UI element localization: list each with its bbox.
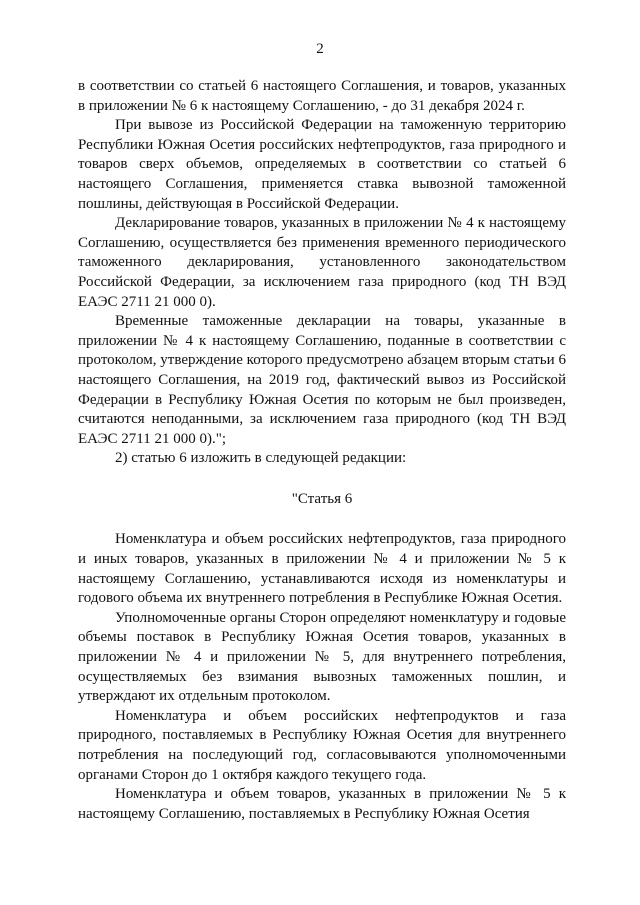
paragraph-amendment-item: 2) статью 6 изложить в следующей редакции: (115, 450, 407, 467)
paragraph-declaration: Декларирование товаров, указанных в приложении № 4 к настоящему Соглашению, осуществляется без применения временного периодического таможенного декларирования, установленного законодательством Российской Федерации, за исключением газа природного (код ТН ВЭД ЕАЭС 2711 21 000 0). (78, 215, 566, 310)
paragraph-annual-agreement: Номенклатура и объем российских нефтепродуктов и газа природного, поставляемых в Республику Южная Осетия для внутреннего потребления на последующий год, согласовываются уполномоченными органами Сторон до 1 октября каждого текущего года. (78, 707, 566, 783)
paragraph-nomenclature: Номенклатура и объем российских нефтепродуктов, газа природного и иных товаров, указанных в приложении № 4 и приложении № 5 к настоящему Соглашению, устанавливаются исходя из номенклатуры и годового объема их внутреннего потребления в Республике Южная Осетия. (78, 531, 566, 607)
document-body (78, 77, 566, 824)
page-number: 2 (316, 41, 324, 57)
paragraph-appendix-5-goods: Номенклатура и объем товаров, указанных в приложении № 5 к настоящему Соглашению, поставляемых в Республику Южная Осетия (78, 786, 566, 822)
paragraph-continuation: в соответствии со статьей 6 настоящего Соглашения, и товаров, указанных в приложении № 6 к настоящему Соглашению, - до 31 декабря 2024 г. (78, 78, 566, 114)
article-heading: "Статья 6 (291, 490, 353, 507)
paragraph-authorized-bodies: Уполномоченные органы Сторон определяют номенклатуру и годовые объемы поставок в Республику Южная Осетия товаров, указанных в приложении № 4 и приложении № 5, для внутреннего потребления, осуществляемых без взимания вывозных таможенных пошлин, и утверждают их отдельным протоколом. (78, 609, 566, 705)
paragraph-export-duty: При вывозе из Российской Федерации на таможенную территорию Республики Южная Осетия российских нефтепродуктов, газа природного и товаров сверх объемов, определяемых в соответствии со статьей 6 настоящего Соглашения, применяется ставка вывозной таможенной пошлины, действующая в Российской Федерации. (78, 117, 566, 212)
paragraph-temporary-declarations: Временные таможенные декларации на товары, указанные в приложении № 4 к настоящему Соглашению, поданные в соответствии с протоколом, утверждение которого предусмотрено абзацем вторым статьи 6 настоящего Соглашения, на 2019 год, фактический вывоз из Российской Федерации в Республику Южная Осетия по которым не был произведен, считаются неподанными, за исключением газа природного (код ТН ВЭД ЕАЭС 2711 21 000 0)."; (78, 313, 566, 447)
